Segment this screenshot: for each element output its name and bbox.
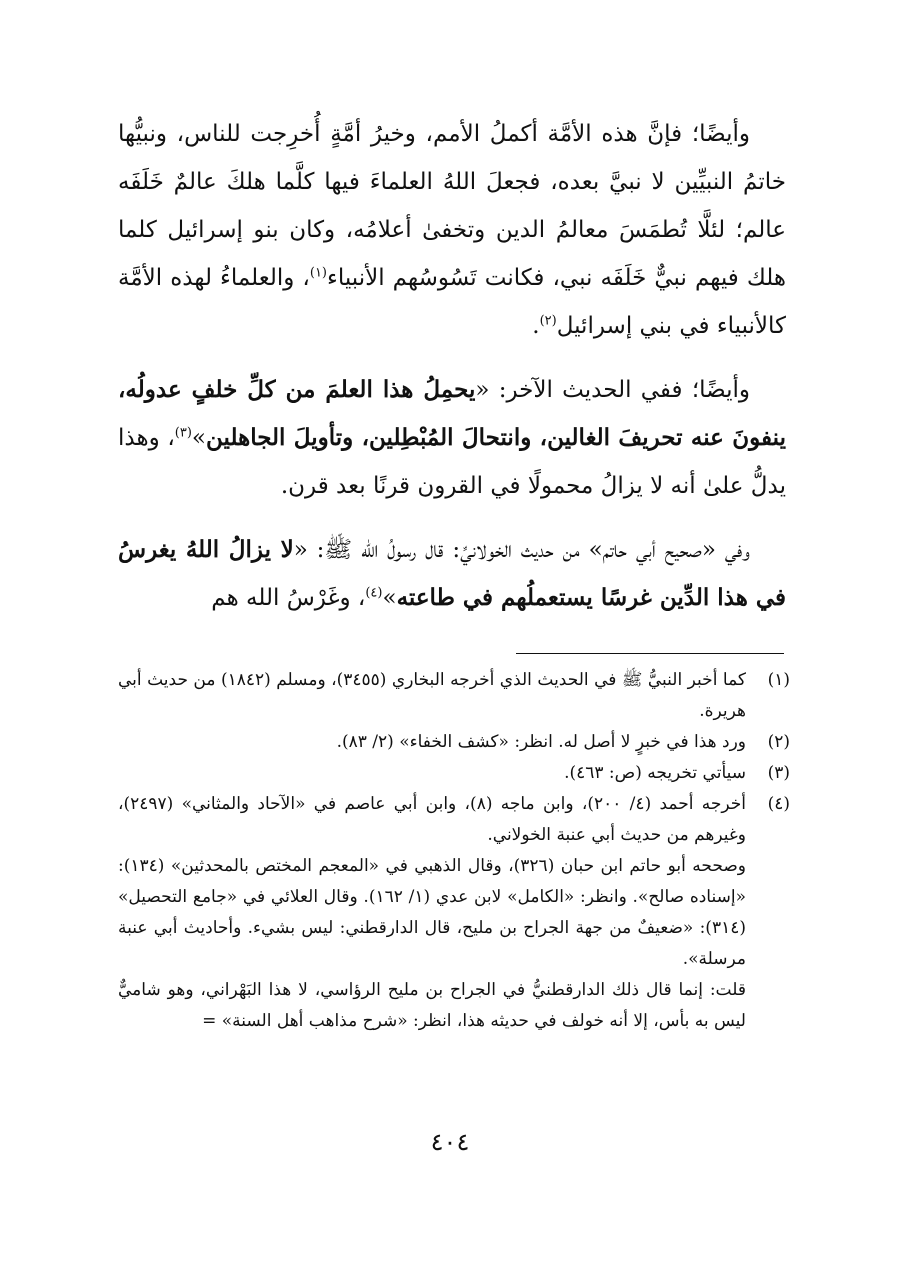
footnote-ref-2[interactable]: (٢) <box>539 313 557 329</box>
footnote-2 <box>118 727 790 758</box>
paragraph-3-text-b: ، وغَرْسُ الله هم <box>211 585 366 611</box>
footnote-ref-4[interactable]: (٤) <box>365 585 383 601</box>
paragraph-1-end: . <box>532 313 540 339</box>
paragraph-2-intro: وأيضًا؛ ففي الحديث الآخر: « <box>475 377 750 403</box>
paragraph-3-intro: وفي «صحيح أبي حاتم» من حديث الخولانيِّ: قال رسولُ الله ﷺ: « <box>293 537 750 563</box>
paragraph-2-text-b: ، وهذا يدلُّ علىٰ أنه لا يزالُ محمولًا في القرون قرنًا بعد قرن. <box>118 425 786 499</box>
paragraph-2 <box>118 366 786 510</box>
paragraph-1-text: وأيضًا؛ فإنَّ هذه الأمَّة أكملُ الأمم، وخيرُ أمَّةٍ أُخرِجت للناس، ونبيُّها خاتمُ النبيِّين لا نبيَّ بعده، فجعلَ اللهُ العلماءَ فيها كلَّما هلكَ عالمٌ خَلَفَه عالم؛ لئلَّا تُطمَسَ معالمُ الدين وتخفىٰ أعلامُه، وكان بنو إسرائيل كلما هلك فيهم نبيٌّ خَلَفَه نبي، فكانت تَسُوسُهم الأنبياء <box>118 121 786 291</box>
footnotes <box>118 665 790 1037</box>
footnote-ref-1[interactable]: (١) <box>309 265 327 281</box>
quote-close-1: » <box>191 425 206 451</box>
hadith-quote-2: لا يزالُ اللهُ يغرسُ في هذا الدِّين غرسًا يستعملُهم في طاعته <box>118 536 786 611</box>
footnote-divider <box>516 653 784 654</box>
paragraph-1-text-b: ، والعلماءُ لهذه الأمَّة كالأنبياء في بني إسرائيل <box>118 265 786 339</box>
footnote-4-continuation-1: وصححه أبو حاتم ابن حبان (٣٢٦)، وقال الذهبي في «المعجم المختص بالمحدثين» (١٣٤): «إسناده صالح». وانظر: «الكامل» لابن عدي (١/ ١٦٢). وقال العلائي في «جامع التحصيل» (٣١٤): «ضعيفٌ من جهة الجراح بن مليح، قال الدارقطني: ليس بشيء. وأحاديث أبي عنبة مرسلة». <box>118 856 746 969</box>
footnote-number: (٣) <box>767 763 790 783</box>
footnote-4 <box>118 789 790 851</box>
page-number: ٤٠٤ <box>430 1128 470 1156</box>
main-text <box>118 110 786 638</box>
footnote-3 <box>118 758 790 789</box>
hadith-quote-1: يحمِلُ هذا العلمَ من كلِّ خلفٍ عدولُه، ينفونَ عنه تحريفَ الغالين، وانتحالَ المُبْطِلين، وتأويلَ الجاهلين <box>118 376 786 451</box>
footnote-number: (١) <box>767 670 790 690</box>
footnote-number: (٢) <box>767 732 790 752</box>
footnote-text: سيأتي تخريجه (ص: ٤٦٣). <box>564 763 746 783</box>
footnote-text: ورد هذا في خبرٍ لا أصل له. انظر: «كشف الخفاء» (٢/ ٨٣). <box>336 732 746 752</box>
footnote-1 <box>118 665 790 727</box>
footnote-ref-3[interactable]: (٣) <box>174 425 192 441</box>
paragraph-3 <box>118 526 786 622</box>
footnote-text: أخرجه أحمد (٤/ ٢٠٠)، وابن ماجه (٨)، وابن أبي عاصم في «الآحاد والمثاني» (٢٤٩٧)، وغيرهم من حديث أبي عنبة الخولاني. <box>118 794 746 845</box>
footnote-text: كما أخبر النبيُّ ﷺ في الحديث الذي أخرجه البخاري (٣٤٥٥)، ومسلم (١٨٤٢) من حديث أبي هريرة. <box>118 670 746 721</box>
paragraph-1 <box>118 110 786 350</box>
footnote-4-continuation-2: قلت: إنما قال ذلك الدارقطنيُّ في الجراح بن مليح الرؤاسي، لا هذا البَهْراني، وهو شاميٌّ ليس به بأس، إلا أنه خولف في حديثه هذا، انظر: «شرح مذاهب أهل السنة» = <box>118 980 746 1031</box>
footnote-number: (٤) <box>767 794 790 814</box>
quote-close-2: » <box>382 585 397 611</box>
